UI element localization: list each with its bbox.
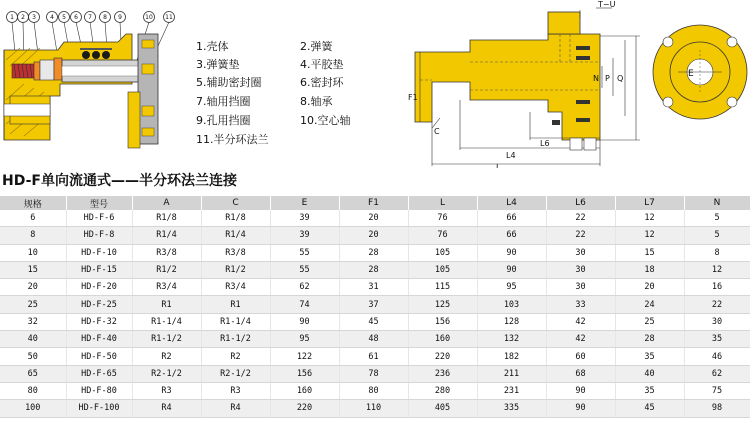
cell-n: 22 xyxy=(684,296,750,313)
cell-f1: 20 xyxy=(339,210,408,227)
table-row xyxy=(0,313,750,330)
cell-l: 236 xyxy=(408,365,477,382)
cell-size: 100 xyxy=(0,400,66,417)
cell-l6: 68 xyxy=(546,365,615,382)
cell-model: HD-F-25 xyxy=(66,296,132,313)
cell-size: 40 xyxy=(0,331,66,348)
cell-model: HD-F-40 xyxy=(66,331,132,348)
cell-size: 32 xyxy=(0,313,66,330)
cell-c: R1-1/4 xyxy=(201,313,270,330)
cell-model: HD-F-20 xyxy=(66,279,132,296)
callout-1: 1 xyxy=(10,14,14,22)
cell-l4: 335 xyxy=(477,400,546,417)
table-row xyxy=(0,261,750,278)
cell-model: HD-F-6 xyxy=(66,210,132,227)
dim-n: N xyxy=(593,74,599,83)
cell-model: HD-F-65 xyxy=(66,365,132,382)
dim-p: P xyxy=(605,74,610,83)
cell-l7: 45 xyxy=(615,400,684,417)
cell-l7: 24 xyxy=(615,296,684,313)
cell-l: 76 xyxy=(408,210,477,227)
cell-l6: 90 xyxy=(546,400,615,417)
callout-3: 3 xyxy=(32,14,36,22)
cell-f1: 45 xyxy=(339,313,408,330)
cell-n: 5 xyxy=(684,227,750,244)
cell-l7: 25 xyxy=(615,313,684,330)
header-c: C xyxy=(201,196,270,210)
dim-q: Q xyxy=(617,74,624,83)
cell-n: 75 xyxy=(684,382,750,399)
cell-c: R4 xyxy=(201,400,270,417)
table-row xyxy=(0,210,750,227)
cell-n: 5 xyxy=(684,210,750,227)
dim-l6: L6 xyxy=(540,139,550,148)
cell-l6: 22 xyxy=(546,210,615,227)
cell-l6: 90 xyxy=(546,382,615,399)
cell-a: R3/8 xyxy=(132,244,201,261)
callout-6: 6 xyxy=(74,14,78,22)
dim-l4: L4 xyxy=(506,151,516,160)
cell-a: R2-1/2 xyxy=(132,365,201,382)
part-10: 10.空心轴 xyxy=(300,114,351,127)
side-view-drawing xyxy=(408,0,640,168)
cell-n: 46 xyxy=(684,348,750,365)
table-row xyxy=(0,365,750,382)
cell-e: 55 xyxy=(270,261,339,278)
callout-11: 11 xyxy=(165,14,173,22)
callout-4: 4 xyxy=(50,14,54,22)
cell-l7: 40 xyxy=(615,365,684,382)
cell-l: 160 xyxy=(408,331,477,348)
cell-l7: 35 xyxy=(615,382,684,399)
part-5: 5.辅助密封圈 xyxy=(196,76,262,89)
cell-a: R1 xyxy=(132,296,201,313)
cell-a: R3/4 xyxy=(132,279,201,296)
cell-l4: 90 xyxy=(477,244,546,261)
cell-n: 30 xyxy=(684,313,750,330)
part-6: 6.密封环 xyxy=(300,76,344,89)
cell-l6: 30 xyxy=(546,261,615,278)
callout-10: 10 xyxy=(145,14,153,22)
cell-e: 39 xyxy=(270,227,339,244)
cell-c: R3 xyxy=(201,382,270,399)
cell-model: HD-F-15 xyxy=(66,261,132,278)
cell-model: HD-F-10 xyxy=(66,244,132,261)
cell-l7: 35 xyxy=(615,348,684,365)
dim-c: C xyxy=(434,127,440,136)
dim-l: L xyxy=(496,163,501,168)
cell-size: 15 xyxy=(0,261,66,278)
header-f1: F1 xyxy=(339,196,408,210)
part-4: 4.平胶垫 xyxy=(300,58,344,71)
table-row xyxy=(0,382,750,399)
cell-f1: 48 xyxy=(339,331,408,348)
cell-n: 35 xyxy=(684,331,750,348)
cell-l7: 12 xyxy=(615,227,684,244)
header-n: N xyxy=(684,196,750,210)
cell-size: 8 xyxy=(0,227,66,244)
cell-a: R1/2 xyxy=(132,261,201,278)
cell-l6: 42 xyxy=(546,331,615,348)
table-row xyxy=(0,296,750,313)
cell-size: 10 xyxy=(0,244,66,261)
cell-l4: 103 xyxy=(477,296,546,313)
cell-e: 62 xyxy=(270,279,339,296)
cell-a: R1/8 xyxy=(132,210,201,227)
header-l: L xyxy=(408,196,477,210)
cell-l4: 211 xyxy=(477,365,546,382)
cell-model: HD-F-100 xyxy=(66,400,132,417)
cell-size: 50 xyxy=(0,348,66,365)
cell-l4: 66 xyxy=(477,210,546,227)
diagram-area xyxy=(0,0,750,168)
cell-size: 80 xyxy=(0,382,66,399)
cell-l4: 95 xyxy=(477,279,546,296)
cell-c: R3/4 xyxy=(201,279,270,296)
dim-f1: F1 xyxy=(408,93,418,102)
cell-f1: 31 xyxy=(339,279,408,296)
part-3: 3.弹簧垫 xyxy=(196,58,240,71)
callout-8: 8 xyxy=(103,14,107,22)
header-l7: L7 xyxy=(615,196,684,210)
table-header-row xyxy=(0,196,750,210)
table-row xyxy=(0,348,750,365)
cell-l: 156 xyxy=(408,313,477,330)
cell-l4: 231 xyxy=(477,382,546,399)
cell-e: 55 xyxy=(270,244,339,261)
cell-l7: 15 xyxy=(615,244,684,261)
cell-a: R1-1/2 xyxy=(132,331,201,348)
cell-l: 76 xyxy=(408,227,477,244)
part-9: 9.孔用挡圈 xyxy=(196,114,251,127)
table-row xyxy=(0,400,750,417)
dim-e: E xyxy=(688,69,694,79)
cell-l7: 20 xyxy=(615,279,684,296)
cell-c: R2-1/2 xyxy=(201,365,270,382)
cell-a: R1/4 xyxy=(132,227,201,244)
cell-l6: 60 xyxy=(546,348,615,365)
cell-f1: 78 xyxy=(339,365,408,382)
header-a: A xyxy=(132,196,201,210)
cell-l: 115 xyxy=(408,279,477,296)
flange-front-view xyxy=(653,25,747,119)
table-row xyxy=(0,244,750,261)
section-title: HD-F单向流通式——半分环法兰连接 xyxy=(2,173,237,189)
part-8: 8.轴承 xyxy=(300,95,333,108)
cell-e: 39 xyxy=(270,210,339,227)
cell-a: R2 xyxy=(132,348,201,365)
part-7: 7.轴用挡圈 xyxy=(196,95,251,108)
cell-n: 62 xyxy=(684,365,750,382)
cell-model: HD-F-32 xyxy=(66,313,132,330)
cell-l4: 128 xyxy=(477,313,546,330)
header-size: 规格 xyxy=(0,196,66,210)
header-e: E xyxy=(270,196,339,210)
cell-f1: 28 xyxy=(339,244,408,261)
cell-model: HD-F-8 xyxy=(66,227,132,244)
cell-f1: 61 xyxy=(339,348,408,365)
callout-2: 2 xyxy=(21,14,25,22)
cell-l4: 132 xyxy=(477,331,546,348)
cell-l7: 18 xyxy=(615,261,684,278)
cell-c: R1 xyxy=(201,296,270,313)
cell-l: 105 xyxy=(408,244,477,261)
cell-n: 98 xyxy=(684,400,750,417)
cell-n: 8 xyxy=(684,244,750,261)
cell-l: 125 xyxy=(408,296,477,313)
cell-e: 220 xyxy=(270,400,339,417)
cell-l: 220 xyxy=(408,348,477,365)
cell-e: 156 xyxy=(270,365,339,382)
cell-e: 74 xyxy=(270,296,339,313)
cell-a: R4 xyxy=(132,400,201,417)
cell-e: 95 xyxy=(270,331,339,348)
cell-model: HD-F-80 xyxy=(66,382,132,399)
cell-size: 6 xyxy=(0,210,66,227)
cell-e: 90 xyxy=(270,313,339,330)
dim-t-u: T−U xyxy=(598,0,616,9)
table-body xyxy=(0,210,750,417)
part-11: 11.半分环法兰 xyxy=(196,133,269,146)
table-row xyxy=(0,331,750,348)
cell-f1: 110 xyxy=(339,400,408,417)
cell-size: 65 xyxy=(0,365,66,382)
table-row xyxy=(0,227,750,244)
cell-n: 16 xyxy=(684,279,750,296)
cell-size: 25 xyxy=(0,296,66,313)
cell-l: 105 xyxy=(408,261,477,278)
cell-l6: 42 xyxy=(546,313,615,330)
header-model: 型号 xyxy=(66,196,132,210)
part-2: 2.弹簧 xyxy=(300,40,333,53)
header-l4: L4 xyxy=(477,196,546,210)
part-1: 1.壳体 xyxy=(196,40,229,53)
spec-table xyxy=(0,196,750,418)
cell-l: 280 xyxy=(408,382,477,399)
callout-9: 9 xyxy=(118,14,122,22)
table-row xyxy=(0,279,750,296)
cell-c: R3/8 xyxy=(201,244,270,261)
cell-c: R1-1/2 xyxy=(201,331,270,348)
cell-c: R2 xyxy=(201,348,270,365)
cell-a: R3 xyxy=(132,382,201,399)
cell-f1: 37 xyxy=(339,296,408,313)
cell-e: 122 xyxy=(270,348,339,365)
cell-size: 20 xyxy=(0,279,66,296)
cell-l6: 33 xyxy=(546,296,615,313)
callout-5: 5 xyxy=(62,14,66,22)
cell-e: 160 xyxy=(270,382,339,399)
cell-l4: 90 xyxy=(477,261,546,278)
cell-l4: 182 xyxy=(477,348,546,365)
cell-n: 12 xyxy=(684,261,750,278)
cell-f1: 20 xyxy=(339,227,408,244)
cross-section-drawing xyxy=(4,12,175,149)
cell-l: 405 xyxy=(408,400,477,417)
header-l6: L6 xyxy=(546,196,615,210)
cell-l4: 66 xyxy=(477,227,546,244)
cell-c: R1/8 xyxy=(201,210,270,227)
joint-diagrams xyxy=(0,0,750,168)
cell-model: HD-F-50 xyxy=(66,348,132,365)
cell-a: R1-1/4 xyxy=(132,313,201,330)
cell-l7: 12 xyxy=(615,210,684,227)
cell-c: R1/4 xyxy=(201,227,270,244)
cell-l6: 30 xyxy=(546,279,615,296)
callout-numbers xyxy=(10,14,173,21)
cell-f1: 28 xyxy=(339,261,408,278)
callout-7: 7 xyxy=(88,14,92,22)
cell-l6: 22 xyxy=(546,227,615,244)
cell-l6: 30 xyxy=(546,244,615,261)
cell-c: R1/2 xyxy=(201,261,270,278)
cell-f1: 80 xyxy=(339,382,408,399)
cell-l7: 28 xyxy=(615,331,684,348)
